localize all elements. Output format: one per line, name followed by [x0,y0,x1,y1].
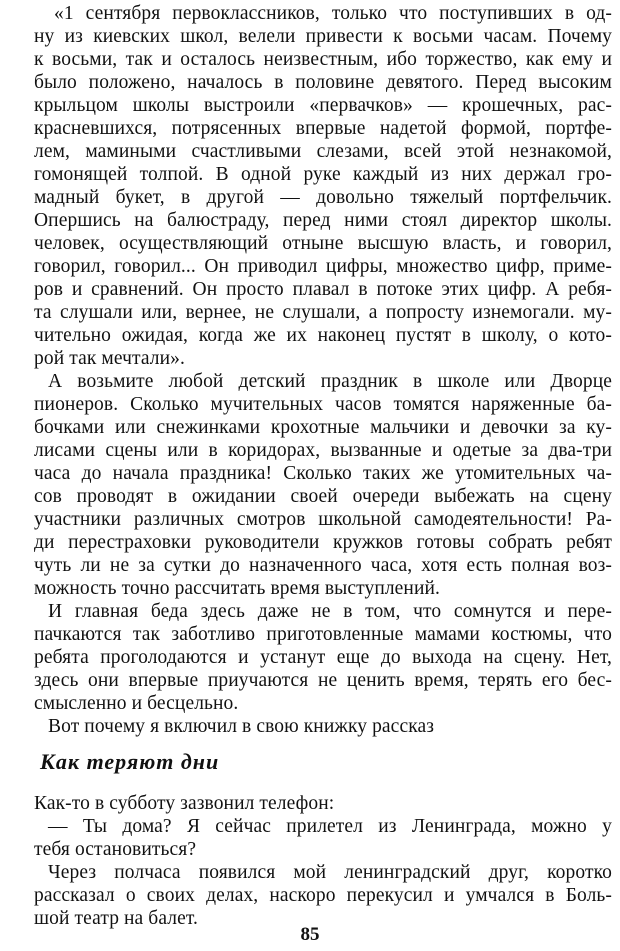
text-line: участники различных смотров школьной самодеятельности! Ра- [34,509,612,530]
text-line: пачкаются так заботливо приготовленные мамами костюмы, что [34,624,612,645]
text-line: Опершись на балюстраду, перед ними стоял директор школы. [34,210,612,231]
text-line: было положено, началось в половине девятого. Перед высоким [34,72,612,93]
text-line: часа до начала праздника! Сколько таких же утомительных ча- [34,463,612,484]
text-line: Как-то в субботу зазвонил телефон: [34,793,335,814]
text-line: лисами сцены или в коридорах, вызванные и одетые за два-три [34,440,612,461]
text-line: к восьми, так и осталось неизвестным, ибо торжество, как ему и [34,49,612,70]
text-line: лем, мамиными счастливыми слезами, всей этой незнакомой, [34,141,612,162]
text-line: рой так мечтали». [34,348,185,369]
text-line: Через полчаса появился мой ленинградский друг, коротко [48,862,612,883]
text-line: — Ты дома? Я сейчас прилетел из Ленинграда, можно у [48,816,612,837]
text-line: та слушали или, вернее, не слушали, а попросту изнемогали. му- [34,302,612,323]
text-line: чуть ли не за сутки до назначенного часа, хотя есть полная воз- [34,555,612,576]
text-line: бочками или снежинками крохотные мальчики и девочки за ку- [34,417,612,438]
text-line: рассказал о своих делах, наскоро перекусил и умчался в Боль- [34,885,612,906]
text-line: «1 сентября первоклассников, только что поступивших в од- [54,3,612,24]
text-line: ну из киевских школ, велели привести к восьми часам. Почему [34,26,612,47]
text-line: ров и сравнений. Он просто плавал в потоке этих цифр. А ребя- [34,279,612,300]
text-line: гомонящей толпой. В одной руке каждый из них держал гро- [34,164,612,185]
text-line: чительно ожидая, когда же их наконец пустят в школу, о кото- [34,325,612,346]
text-line: можность точно рассчитать время выступлений. [34,578,441,599]
page-number: 85 [300,924,320,945]
text-line: пионеров. Сколько мучительных часов томятся наряженные ба- [34,394,612,415]
text-line: И главная беда здесь даже не в том, что сомнутся и пере- [48,601,612,622]
text-line: сов проводят в ожидании своей очереди выбежать на сцену [34,486,612,507]
text-line: человек, осуществляющий отныне высшую власть, и говорил, [34,233,612,254]
text-line: здесь они впервые приучаются не ценить время, терять его бес- [34,670,612,691]
text-line: мадный букет, в другой — довольно тяжелый портфельчик. [34,187,612,208]
text-line: тебя остановиться? [34,839,197,860]
text-line: А возьмите любой детский праздник в школе или Дворце [48,371,612,392]
text-line: ди перестраховки руководители кружков готовы собрать ребят [34,532,612,553]
text-line: крыльцом школы выстроили «первачков» — крошечных, рас- [34,95,612,116]
text-line: шой театр на балет. [34,908,198,929]
text-line: ребята проголодаются и устанут еще до выхода на сцену. Нет, [34,647,612,668]
text-line: красневшихся, потрясенных впервые надетой формой, портфе- [34,118,612,139]
text-line: говорил, говорил... Он приводил цифры, множество цифр, приме- [34,256,612,277]
story-heading: Как теряют дни [40,749,220,774]
text-line: Вот почему я включил в свою книжку рассказ [48,716,435,737]
text-line: смысленно и бесцельно. [34,693,239,714]
